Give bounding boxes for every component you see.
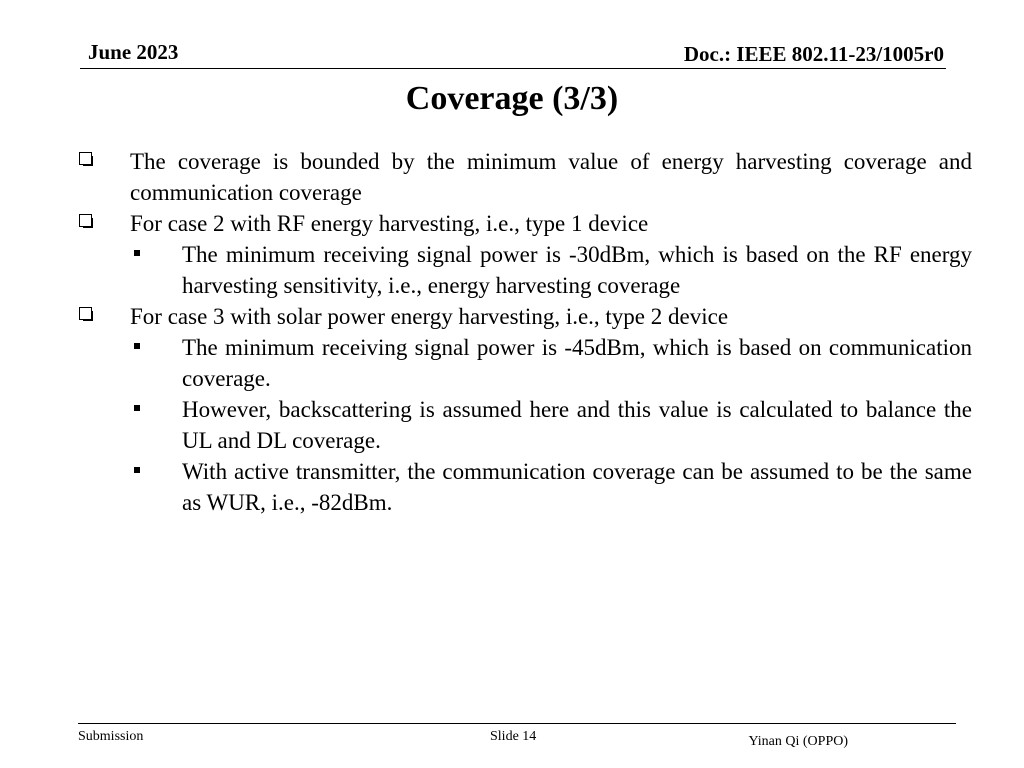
square-bullet-icon — [134, 343, 140, 349]
header-divider — [80, 68, 946, 69]
checkbox-bullet-icon — [79, 214, 92, 227]
checkbox-bullet-icon — [79, 307, 92, 320]
bullet-item — [76, 301, 972, 332]
header-doc-id: Doc.: IEEE 802.11-23/1005r0 — [683, 42, 944, 66]
footer-divider — [78, 723, 956, 724]
bullet-item — [76, 208, 972, 239]
slide-body — [76, 146, 972, 518]
bullet-text: For case 3 with solar power energy harvesting, i.e., type 2 device — [130, 304, 729, 329]
bullet-text: The coverage is bounded by the minimum value of energy harvesting coverage and communication coverage — [130, 149, 972, 205]
sub-bullet-text: The minimum receiving signal power is -45dBm, which is based on communication coverage. — [182, 335, 972, 391]
square-bullet-icon — [134, 250, 140, 256]
sub-bullet-text: The minimum receiving signal power is -30dBm, which is based on the RF energy harvesting sensitivity, i.e., energy harvesting coverage — [182, 242, 972, 298]
header-date: June 2023 — [88, 40, 179, 64]
sub-bullet-text: With active transmitter, the communication coverage can be assumed to be the same as WUR, i.e., -82dBm. — [182, 459, 972, 515]
footer-slide-number: Slide 14 — [490, 729, 537, 744]
sub-bullet-item — [76, 394, 972, 456]
sub-bullet-item — [76, 332, 972, 394]
square-bullet-icon — [134, 467, 140, 473]
bullet-text: For case 2 with RF energy harvesting, i.e., type 1 device — [130, 211, 649, 236]
footer-author: Yinan Qi (OPPO) — [748, 734, 848, 749]
sub-bullet-item — [76, 456, 972, 518]
checkbox-bullet-icon — [79, 152, 92, 165]
sub-bullet-item — [76, 239, 972, 301]
square-bullet-icon — [134, 405, 140, 411]
slide-title: Coverage (3/3) — [405, 80, 619, 117]
sub-bullet-text: However, backscattering is assumed here and this value is calculated to balance the UL and DL coverage. — [182, 397, 972, 453]
footer-submission: Submission — [78, 729, 144, 744]
bullet-item — [76, 146, 972, 208]
